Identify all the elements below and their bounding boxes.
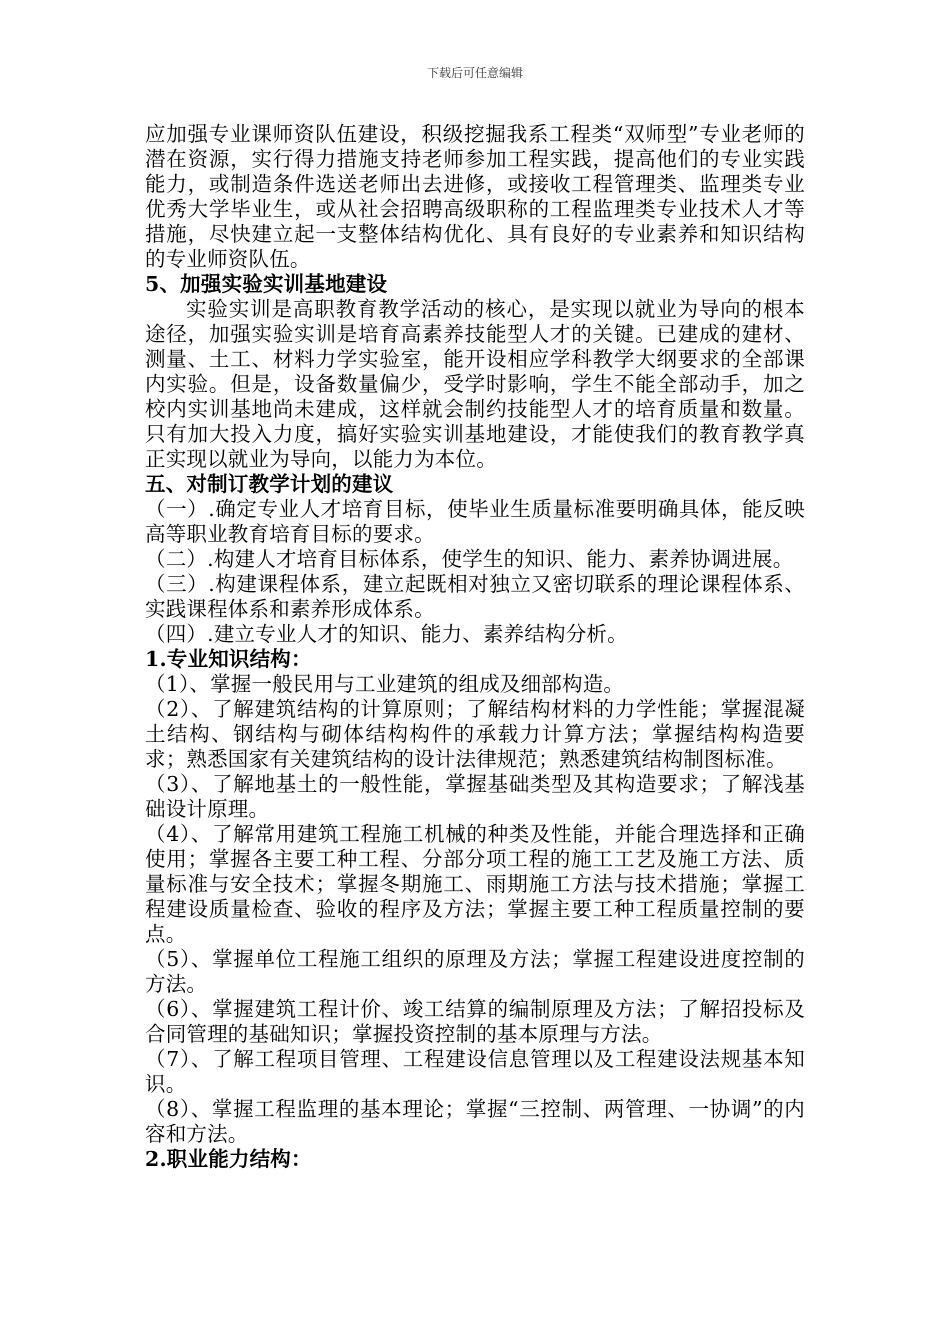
paragraph: （6）、掌握建筑工程计价、竣工结算的编制原理及方法；了解招投标及合同管理的基础知识；掌握投资控制的基本原理与方法。: [145, 997, 805, 1046]
document-body: [145, 122, 805, 1172]
section-heading: 五、对制订教学计划的建议: [145, 472, 394, 496]
paragraph: （5）、掌握单位工程施工组织的原理及方法；掌握工程建设进度控制的方法。: [145, 947, 805, 996]
paragraph: （4）、了解常用建筑工程施工机械的种类及性能，并能合理选择和正确使用；掌握各主要工种工程、分部分项工程的施工工艺及施工方法、质量标准与安全技术；掌握冬期施工、雨期施工方法与技术措施；掌握工程建设质量检查、验收的程序及方法；掌握主要工种工程质量控制的要点。: [145, 822, 805, 946]
paragraph: （7）、了解工程项目管理、工程建设信息管理以及工程建设法规基本知识。: [145, 1047, 805, 1096]
paragraph: （三）.构建课程体系，建立起既相对独立又密切联系的理论课程体系、实践课程体系和素养形成体系。: [145, 572, 805, 621]
section-heading: 5、加强实验实训基地建设: [145, 272, 388, 296]
section-heading: 1.专业知识结构：: [145, 647, 312, 671]
paragraph: （3）、了解地基土的一般性能，掌握基础类型及其构造要求；了解浅基础设计原理。: [145, 772, 805, 821]
paragraph: （8）、掌握工程监理的基本理论；掌握“三控制、两管理、一协调”的内容和方法。: [145, 1097, 805, 1146]
paragraph: （1）、掌握一般民用与工业建筑的组成及细部构造。: [145, 672, 625, 696]
paragraph: （一）.确定专业人才培育目标，使毕业生质量标准要明确具体，能反映高等职业教育培育目标的要求。: [145, 497, 805, 546]
paragraph: （四）.建立专业人才的知识、能力、素养结构分析。: [145, 622, 628, 646]
paragraph: （2）、了解建筑结构的计算原则；了解结构材料的力学性能；掌握混凝土结构、钢结构与砌体结构构件的承载力计算方法；掌握结构构造要求；熟悉国家有关建筑结构的设计法律规范；熟悉建筑结构制图标准。: [145, 697, 805, 771]
section-heading: 2.职业能力结构：: [145, 1147, 312, 1171]
header-note: 下载后可任意编辑: [426, 66, 523, 80]
paragraph: （二）.构建人才培育目标体系，使学生的知识、能力、素养协调进展。: [145, 547, 794, 571]
paragraph: 应加强专业课师资队伍建设，积级挖掘我系工程类“双师型”专业老师的潜在资源，实行得力措施支持老师参加工程实践，提高他们的专业实践能力，或制造条件选送老师出去进修，或接收工程管理类、监理类专业优秀大学毕业生，或从社会招聘高级职称的工程监理类专业技术人才等措施，尽快建立起一支整体结构优化、具有良好的专业素养和知识结构的专业师资队伍。: [145, 122, 805, 271]
paragraph: 实验实训是高职教育教学活动的核心，是实现以就业为导向的根本途径，加强实验实训是培育高素养技能型人才的关键。已建成的建材、测量、土工、材料力学实验室，能开设相应学科教学大纲要求的全部课内实验。但是，设备数量偏少，受学时影响，学生不能全部动手，加之校内实训基地尚未建成，这样就会制约技能型人才的培育质量和数量。只有加大投入力度，搞好实验实训基地建设，才能使我们的教育教学真正实现以就业为导向，以能力为本位。: [145, 297, 805, 471]
